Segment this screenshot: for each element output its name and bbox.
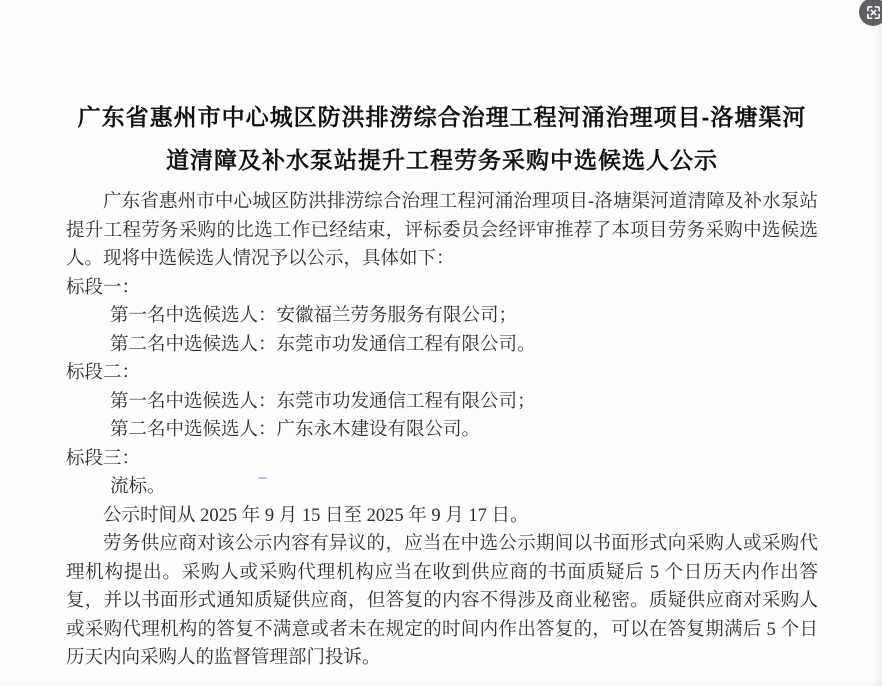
section-3-result: 流标。 — [110, 477, 166, 497]
expand-icon — [866, 5, 881, 20]
section-2-candidate-2: 第二名中选候选人：广东永木建设有限公司。 — [110, 420, 481, 440]
section-3-label: 标段三： — [66, 448, 141, 469]
publicity-period-line: 公示时间从 2025 年 9 月 15 日至 2025 年 9 月 17 日。 — [103, 505, 529, 526]
section-1-candidate-2: 第二名中选候选人：东莞市功发通信工程有限公司。 — [110, 334, 536, 355]
intro-paragraph: 广东省惠州市中心城区防洪排涝综合治理工程河涌治理项目-洛塘渠河道清障及补水泵站提升工程劳务采购的比选工作已经结束，评标委员会经评审推荐了本项目劳务采购中选候选人。现将中选候选人情况予以公示，具体如下： — [66, 192, 818, 269]
document-title: 广东省惠州市中心城区防洪排涝综合治理工程河涌治理项目-洛塘渠河道清障及补水泵站提升工程劳务采购中选候选人公示 — [77, 104, 807, 173]
scan-artifact-mark — [258, 477, 267, 479]
objection-paragraph: 劳务供应商对该公示内容有异议的，应当在中选公示期间以书面形式向采购人或采购代理机构提出。采购人或采购代理机构应当在收到供应商的书面质疑后 5 个日历天内作出答复，并以书面形式通知质疑供应商，但答复的内容不得涉及商业秘密。质疑供应商对采购人或采购代理机构的答复不满意或者未在规定的时间内作出答复的，可以在答复期满后 5 个日历天内向采购人的监督管理部门投诉。 — [66, 534, 818, 668]
section-2-candidate-1: 第一名中选候选人：东莞市功发通信工程有限公司； — [110, 391, 536, 412]
document-body — [66, 188, 818, 673]
section-2-label: 标段二： — [66, 363, 141, 383]
section-1-label: 标段一： — [66, 277, 141, 298]
section-1-candidate-1: 第一名中选候选人：安徽福兰劳务服务有限公司； — [110, 306, 518, 326]
fullscreen-button[interactable] — [859, 0, 882, 26]
